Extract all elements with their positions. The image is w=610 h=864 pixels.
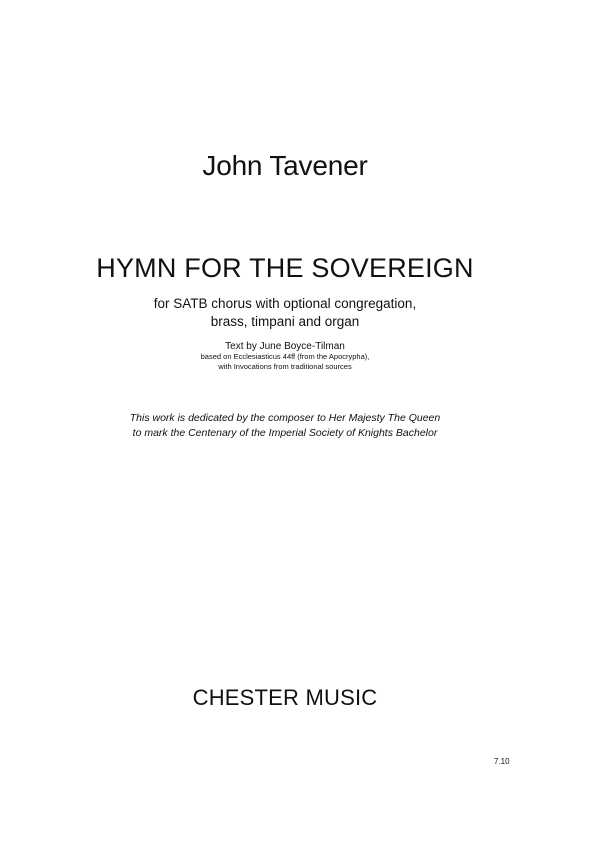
- dedication-line-1: This work is dedicated by the composer to Her Majesty The Queen: [129, 412, 441, 424]
- catalogue-code: 7.10: [494, 757, 510, 766]
- work-title: HYMN FOR THE SOVEREIGN: [96, 253, 474, 283]
- instrumentation: [0, 295, 570, 331]
- dedication-line-2: to mark the Centenary of the Imperial Society of Knights Bachelor: [132, 427, 438, 439]
- text-credit: Text by June Boyce-Tilman: [225, 341, 345, 352]
- text-source-line-1: based on Ecclesiasticus 44ff (from the Apocrypha),: [200, 352, 370, 361]
- text-source: [0, 352, 570, 372]
- text-source-line-2: with Invocations from traditional sources: [218, 362, 352, 371]
- instrumentation-line-1: for SATB chorus with optional congregation,: [153, 296, 417, 311]
- dedication: [0, 411, 570, 441]
- publisher-name: CHESTER MUSIC: [192, 685, 378, 710]
- instrumentation-line-2: brass, timpani and organ: [210, 314, 360, 329]
- composer-name: John Tavener: [202, 150, 368, 181]
